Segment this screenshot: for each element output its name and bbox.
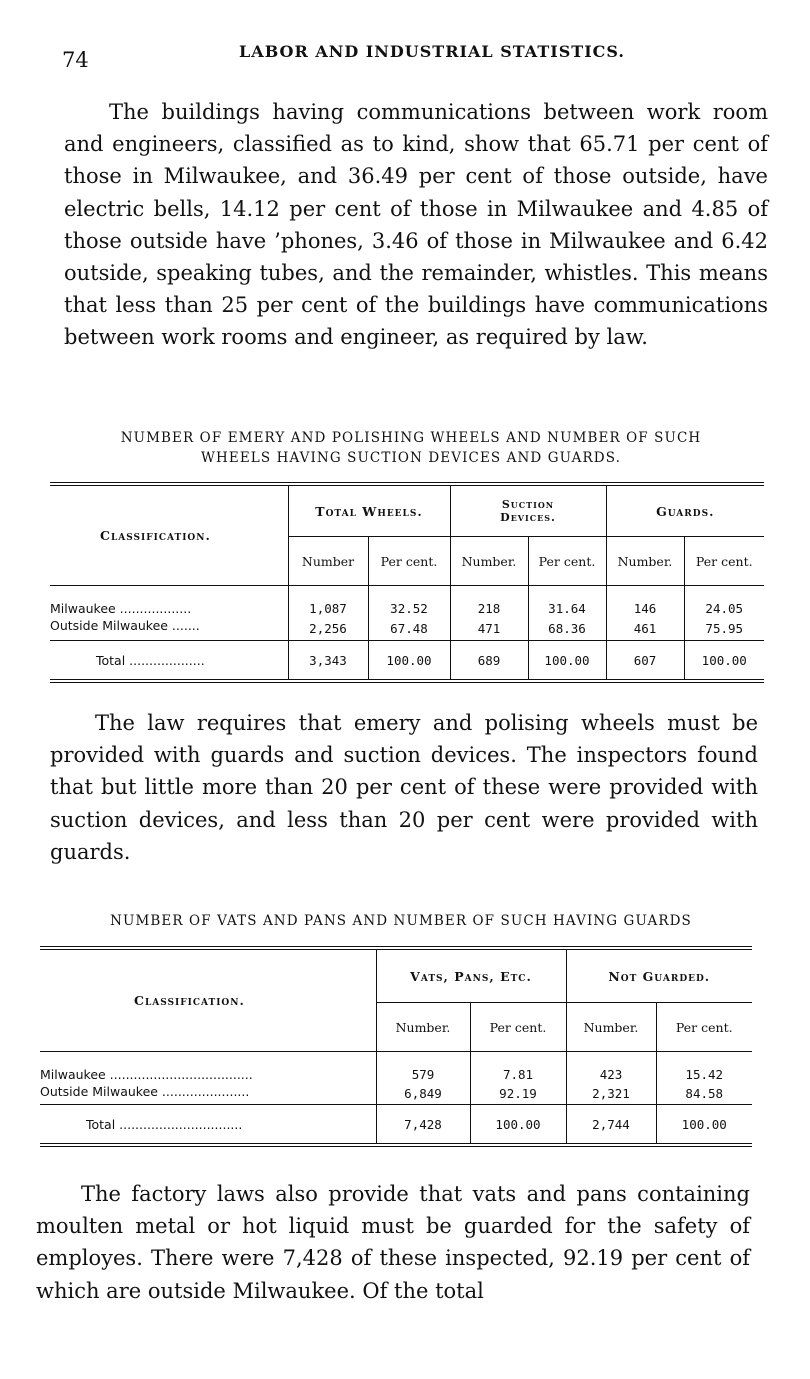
table2-row-label: Milwaukee .................................... [40,1066,253,1082]
table1-cell: 689 [450,641,528,682]
table1-cell: 146 [606,586,684,617]
table2-cell: 84.58 [656,1082,752,1105]
table1-guards-header: Guards. [606,484,764,537]
table2-cell: 15.42 [656,1052,752,1083]
table-row-total [40,1105,752,1146]
table1-row-label: Milwaukee .................. [50,600,192,616]
table1-cell: 1,087 [288,586,368,617]
running-title: LABOR AND INDUSTRIAL STATISTICS. [239,42,625,61]
table1-sub-header-5: Number. [606,537,684,586]
table1-cell: 24.05 [684,586,764,617]
table1-total-wheels-header: Total Wheels. [288,484,450,537]
table1-caption-line1: NUMBER OF EMERY AND POLISHING WHEELS AND NUMBER OF SUCH [120,430,702,446]
table1-sub-header-4: Per cent. [528,537,606,586]
table1-cell: 471 [450,616,528,641]
paragraph-factory-laws: The factory laws also provide that vats and pans containing moulten metal or hot liquid must be guarded for the safety of employes. There were 7,428 of these inspected, 92.19 per cent of which are outside Milwaukee. Of the total [36,1182,750,1303]
table2-cell: 6,849 [376,1082,470,1105]
table1-cell: 67.48 [368,616,450,641]
table1-cell: 75.95 [684,616,764,641]
table2-sub-header-4: Per cent. [656,1003,752,1052]
table1-cell: 218 [450,586,528,617]
table2-total-label: Total ............................... [86,1116,243,1132]
paragraph-emery-law: The law requires that emery and polising wheels must be provided with guards and suction devices. The inspectors found that but little more than 20 per cent of these were provided with suction devices, and less than 20 per cent were provided with guards. [50,711,758,864]
table-row [50,616,764,641]
emery-wheels-table [50,482,764,683]
table1-cell: 100.00 [528,641,606,682]
table-row [40,1082,752,1105]
table1-classification-header: Classification. [50,484,288,586]
table2-cell: 2,321 [566,1082,656,1105]
table-row [40,1052,752,1083]
table1-sub-header-6: Per cent. [684,537,764,586]
table2-sub-header-2: Per cent. [470,1003,566,1052]
table2-row-label: Outside Milwaukee ...................... [40,1082,376,1105]
table1-cell: 100.00 [684,641,764,682]
table2-not-guarded-header: Not Guarded. [566,948,752,1003]
table2-sub-header-3: Number. [566,1003,656,1052]
table1-suction-line2: Devices. [500,511,556,524]
table1-sub-header-2: Per cent. [368,537,450,586]
table1-cell: 32.52 [368,586,450,617]
table1-row-label: Outside Milwaukee ....... [50,616,288,641]
table1-cell: 31.64 [528,586,606,617]
table-row [50,586,764,617]
table1-cell: 3,343 [288,641,368,682]
page-number: 74 [62,48,89,72]
table2-vats-pans-header: Vats, Pans, Etc. [376,948,566,1003]
table-row-total [50,641,764,682]
table2-cell: 2,744 [566,1105,656,1146]
table1-suction-devices-header [450,484,606,537]
page-header [62,40,762,80]
table2-caption: NUMBER OF VATS AND PANS AND NUMBER OF SUCH HAVING GUARDS [110,913,692,929]
table2-cell: 92.19 [470,1082,566,1105]
table1-cell: 2,256 [288,616,368,641]
table1-caption [52,428,770,468]
vats-pans-table [40,946,752,1147]
table2-cell: 100.00 [470,1105,566,1146]
table1-sub-header-3: Number. [450,537,528,586]
table1-total-label: Total ................... [96,652,205,668]
table2-sub-header-1: Number. [376,1003,470,1052]
table2-classification-header: Classification. [40,948,376,1052]
table1-suction-line1: Suction [501,498,555,511]
table1-cell: 607 [606,641,684,682]
table1-cell: 461 [606,616,684,641]
paragraph-communications: The buildings having communications between work room and engineers, classified as to kind, show that 65.71 per cent of those in Milwaukee, and 36.49 per cent of those outside, have electric bells, 14.12 per cent of those in Milwaukee and 4.85 of those outside have ’phones, 3.46 of those in Milwaukee and 6.42 outside, speaking tubes, and the remainder, whistles. This means that less than 25 per cent of the buildings have communications between work rooms and engineer, as required by law. [64,100,768,350]
table1-caption-line2: WHEELS HAVING SUCTION DEVICES AND GUARDS. [201,450,621,466]
table2-cell: 579 [376,1052,470,1083]
table2-cell: 7.81 [470,1052,566,1083]
table1-cell: 68.36 [528,616,606,641]
table2-cell: 423 [566,1052,656,1083]
table2-cell: 7,428 [376,1105,470,1146]
table1-sub-header-1: Number [288,537,368,586]
table1-cell: 100.00 [368,641,450,682]
table2-cell: 100.00 [656,1105,752,1146]
